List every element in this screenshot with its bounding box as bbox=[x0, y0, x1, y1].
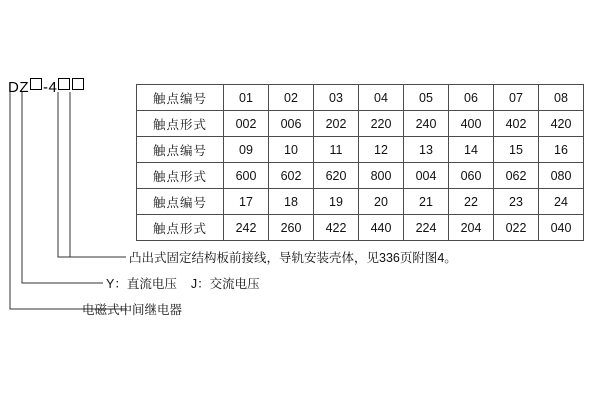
row-header: 触点编号 bbox=[137, 137, 224, 163]
table-cell: 006 bbox=[269, 111, 314, 137]
table-cell: 20 bbox=[359, 189, 404, 215]
table-cell: 15 bbox=[494, 137, 539, 163]
row-header: 触点形式 bbox=[137, 111, 224, 137]
table-cell: 16 bbox=[539, 137, 584, 163]
table-cell: 440 bbox=[359, 215, 404, 241]
table-cell: 402 bbox=[494, 111, 539, 137]
table-cell: 01 bbox=[224, 85, 269, 111]
table-row bbox=[137, 85, 584, 111]
contact-table-wrapper bbox=[136, 84, 584, 241]
table-row bbox=[137, 215, 584, 241]
row-header: 触点编号 bbox=[137, 189, 224, 215]
table-cell: 600 bbox=[224, 163, 269, 189]
table-cell: 13 bbox=[404, 137, 449, 163]
table-cell: 17 bbox=[224, 189, 269, 215]
table-cell: 062 bbox=[494, 163, 539, 189]
model-code-box-1 bbox=[30, 78, 42, 90]
model-code-box-2 bbox=[58, 78, 70, 90]
table-cell: 422 bbox=[314, 215, 359, 241]
table-cell: 19 bbox=[314, 189, 359, 215]
row-header: 触点编号 bbox=[137, 85, 224, 111]
note-voltage-dc: Y：直流电压 bbox=[106, 277, 177, 291]
table-cell: 02 bbox=[269, 85, 314, 111]
table-cell: 22 bbox=[449, 189, 494, 215]
note-voltage-ac: J：交流电压 bbox=[190, 277, 260, 291]
table-cell: 800 bbox=[359, 163, 404, 189]
table-cell: 400 bbox=[449, 111, 494, 137]
table-cell: 240 bbox=[404, 111, 449, 137]
table-cell: 09 bbox=[224, 137, 269, 163]
table-cell: 18 bbox=[269, 189, 314, 215]
model-code-box-3 bbox=[72, 78, 84, 90]
table-row bbox=[137, 163, 584, 189]
model-code bbox=[8, 78, 85, 96]
table-row bbox=[137, 189, 584, 215]
table-cell: 420 bbox=[539, 111, 584, 137]
table-cell: 260 bbox=[269, 215, 314, 241]
table-row bbox=[137, 111, 584, 137]
table-cell: 04 bbox=[359, 85, 404, 111]
table-cell: 08 bbox=[539, 85, 584, 111]
table-row bbox=[137, 137, 584, 163]
table-cell: 10 bbox=[269, 137, 314, 163]
contact-table bbox=[136, 84, 584, 241]
row-header: 触点形式 bbox=[137, 215, 224, 241]
table-cell: 03 bbox=[314, 85, 359, 111]
table-cell: 202 bbox=[314, 111, 359, 137]
table-cell: 080 bbox=[539, 163, 584, 189]
table-cell: 602 bbox=[269, 163, 314, 189]
table-cell: 224 bbox=[404, 215, 449, 241]
table-cell: 620 bbox=[314, 163, 359, 189]
table-cell: 12 bbox=[359, 137, 404, 163]
table-cell: 23 bbox=[494, 189, 539, 215]
table-cell: 002 bbox=[224, 111, 269, 137]
table-cell: 06 bbox=[449, 85, 494, 111]
model-code-middle: -4 bbox=[43, 79, 58, 96]
table-cell: 040 bbox=[539, 215, 584, 241]
table-cell: 05 bbox=[404, 85, 449, 111]
table-cell: 022 bbox=[494, 215, 539, 241]
table-cell: 14 bbox=[449, 137, 494, 163]
model-code-prefix: DZ bbox=[8, 79, 29, 96]
table-cell: 21 bbox=[404, 189, 449, 215]
table-cell: 220 bbox=[359, 111, 404, 137]
note-voltage bbox=[106, 274, 260, 292]
row-header: 触点形式 bbox=[137, 163, 224, 189]
table-cell: 11 bbox=[314, 137, 359, 163]
note-relay-type: 电磁式中间继电器 bbox=[82, 303, 183, 317]
table-cell: 204 bbox=[449, 215, 494, 241]
note-structure: 凸出式固定结构板前接线，导轨安装壳体，见336页附图4。 bbox=[129, 251, 457, 265]
table-cell: 07 bbox=[494, 85, 539, 111]
table-cell: 060 bbox=[449, 163, 494, 189]
table-cell: 004 bbox=[404, 163, 449, 189]
table-cell: 24 bbox=[539, 189, 584, 215]
table-cell: 242 bbox=[224, 215, 269, 241]
